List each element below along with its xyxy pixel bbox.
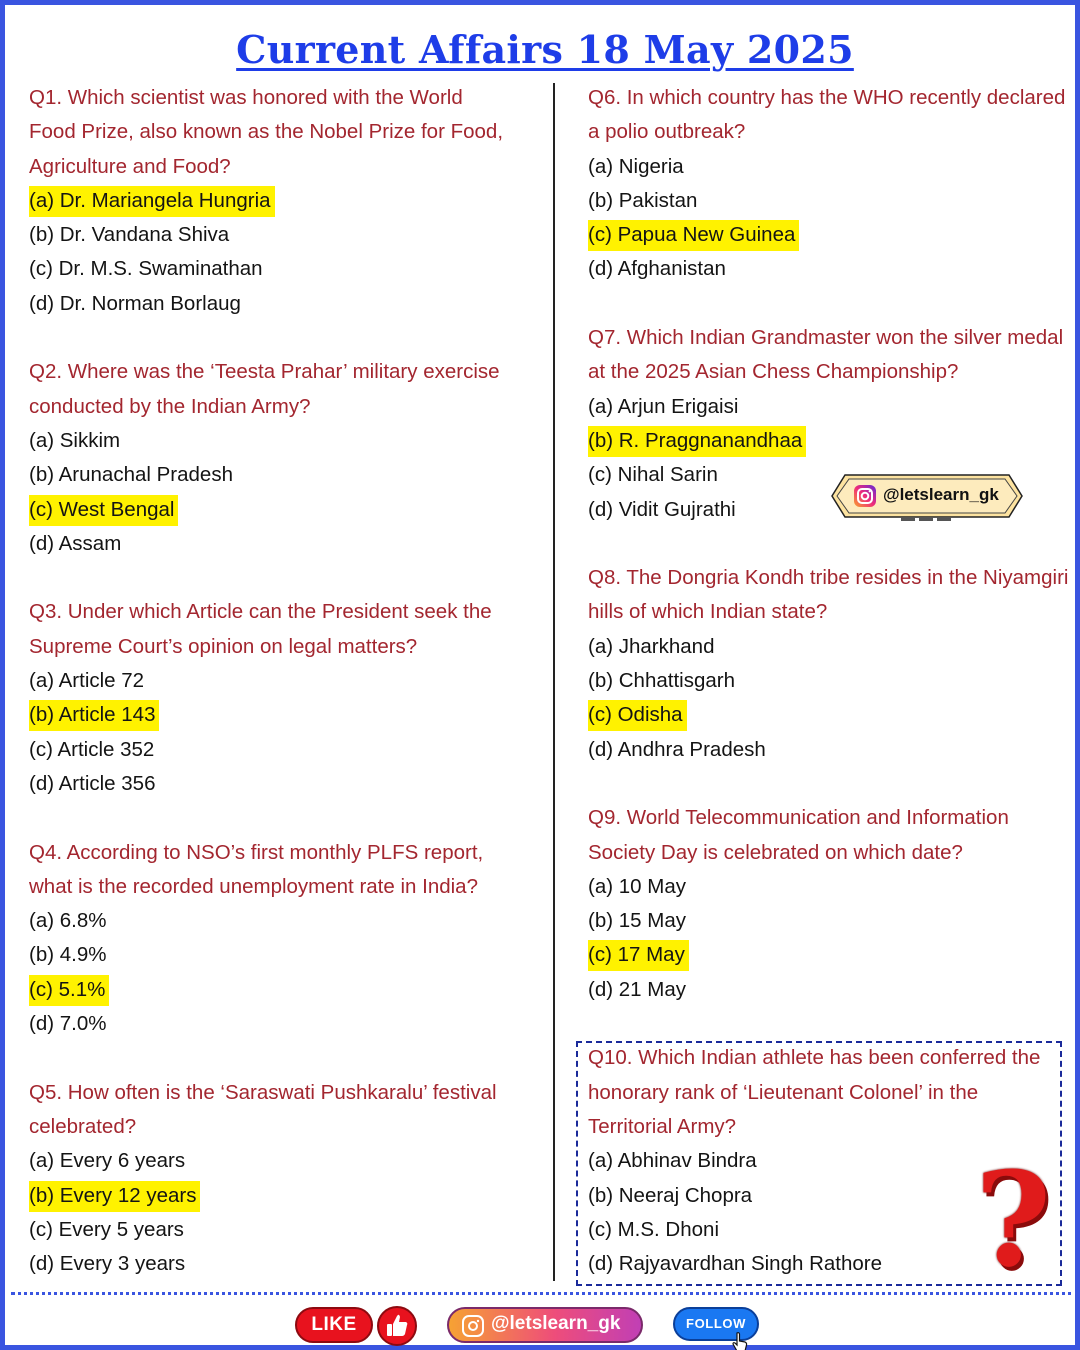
correct-answer-highlight: (c) 5.1%	[29, 975, 109, 1006]
question-spacer	[588, 287, 1078, 321]
option-text: (a) 6.8%	[29, 909, 107, 933]
option-text: (d) Afghanistan	[588, 257, 726, 281]
option-text: (b) Dr. Vandana Shiva	[29, 223, 230, 247]
watermark-badge[interactable]	[831, 474, 1023, 518]
thumbs-up-icon[interactable]	[377, 1306, 417, 1346]
question-block-8	[588, 561, 1078, 767]
correct-answer-highlight: (c) West Bengal	[29, 495, 178, 526]
question-block-1	[29, 81, 534, 321]
correct-answer-highlight: (c) 17 May	[588, 940, 689, 971]
answer-option	[588, 390, 1078, 424]
answer-option	[588, 630, 1078, 664]
answer-option	[29, 973, 534, 1007]
answer-option	[588, 938, 1078, 972]
option-text: (a) Arjun Erigaisi	[588, 394, 739, 418]
option-text: (a) Every 6 years	[29, 1149, 186, 1173]
correct-answer-highlight: (b) R. Praggnanandhaa	[588, 426, 806, 457]
follow-button[interactable]: FOLLOW	[673, 1307, 759, 1341]
option-text: (d) Vidit Gujrathi	[588, 497, 736, 521]
hand-pointer-icon	[731, 1331, 749, 1350]
option-text: (b) 15 May	[588, 909, 686, 933]
answer-option	[29, 1144, 534, 1178]
question-text-line: Q3. Under which Article can the President seek the	[29, 600, 492, 624]
question-block-4	[29, 836, 534, 1042]
answer-option	[29, 698, 534, 732]
question-text-line: a polio outbreak?	[588, 120, 746, 144]
option-text: (b) Chhattisgarh	[588, 669, 735, 693]
answer-option	[29, 252, 534, 286]
answer-option	[588, 150, 1078, 184]
answer-option	[588, 252, 1078, 286]
option-text: (a) 10 May	[588, 874, 686, 898]
answer-option	[588, 870, 1078, 904]
answer-option	[29, 458, 534, 492]
option-text: (c) Nihal Sarin	[588, 463, 718, 487]
question-text-line: conducted by the Indian Army?	[29, 394, 311, 418]
option-text: (c) Dr. M.S. Swaminathan	[29, 257, 263, 281]
option-text: (d) Assam	[29, 531, 122, 555]
question-block-2	[29, 355, 534, 561]
question-text-line: Q6. In which country has the WHO recently declared	[588, 86, 1066, 109]
question-spacer	[588, 767, 1078, 801]
question-block-6	[588, 81, 1078, 287]
answer-option	[29, 938, 534, 972]
option-text: (a) Jharkhand	[588, 634, 715, 658]
answer-option	[29, 527, 534, 561]
option-text: (b) Neeraj Chopra	[588, 1183, 753, 1207]
answer-option	[588, 733, 1078, 767]
answer-option	[29, 664, 534, 698]
option-text: (a) Sikkim	[29, 428, 121, 452]
question-text-line: at the 2025 Asian Chess Championship?	[588, 360, 959, 384]
answer-option	[588, 973, 1078, 1007]
question-text-line: Q2. Where was the ‘Teesta Prahar’ military exercise	[29, 360, 500, 384]
question-text-line: Agriculture and Food?	[29, 154, 231, 178]
page-title: Current Affairs 18 May 2025	[236, 27, 854, 72]
red-question-mark-icon: ?	[975, 1143, 1052, 1296]
question-text-line: honorary rank of ‘Lieutenant Colonel’ in the	[588, 1080, 979, 1104]
question-text-line: Territorial Army?	[588, 1114, 737, 1138]
option-text: (d) Andhra Pradesh	[588, 737, 766, 761]
option-text: (b) 4.9%	[29, 943, 107, 967]
option-text: (d) Dr. Norman Borlaug	[29, 291, 241, 315]
like-button[interactable]: LIKE	[295, 1307, 373, 1343]
question-spacer	[588, 527, 1078, 561]
option-text: (a) Nigeria	[588, 154, 684, 178]
option-text: (d) Every 3 years	[29, 1252, 186, 1276]
option-text: (d) Rajyavardhan Singh Rathore	[588, 1252, 882, 1276]
answer-option	[588, 698, 1078, 732]
question-text-line: Supreme Court’s opinion on legal matters?	[29, 634, 418, 658]
answer-option	[29, 424, 534, 458]
question-text-line: Q4. According to NSO’s first monthly PLFS report,	[29, 840, 484, 864]
correct-answer-highlight: (c) Papua New Guinea	[588, 220, 799, 251]
answer-option	[29, 184, 534, 218]
option-text: (c) Every 5 years	[29, 1217, 184, 1241]
answer-option	[588, 904, 1078, 938]
footer-divider	[11, 1292, 1079, 1295]
option-text: (a) Abhinav Bindra	[588, 1149, 757, 1173]
question-spacer	[29, 561, 534, 595]
answer-option	[29, 493, 534, 527]
answer-option	[29, 767, 534, 801]
correct-answer-highlight: (a) Dr. Mariangela Hungria	[29, 186, 275, 217]
question-text-line: Q8. The Dongria Kondh tribe resides in the Niyamgiri	[588, 566, 1069, 590]
watermark-handle: @letslearn_gk	[883, 485, 999, 504]
footer-handle-button[interactable]	[447, 1307, 643, 1343]
column-divider	[553, 83, 555, 1281]
question-spacer	[29, 1041, 534, 1075]
question-text-line: Q10. Which Indian athlete has been conferred the	[588, 1046, 1041, 1070]
question-text-line: Q9. World Telecommunication and Information	[588, 806, 1009, 830]
answer-option	[588, 424, 1078, 458]
answer-option	[29, 218, 534, 252]
option-text: (d) 21 May	[588, 977, 686, 1001]
question-text-line: Q7. Which Indian Grandmaster won the silver medal	[588, 326, 1064, 350]
answer-option	[29, 1247, 534, 1281]
option-text: (c) M.S. Dhoni	[588, 1217, 719, 1241]
answer-option	[29, 904, 534, 938]
answer-option	[29, 1007, 534, 1041]
instagram-icon	[853, 484, 877, 513]
option-text: (b) Arunachal Pradesh	[29, 463, 233, 487]
answer-option	[588, 664, 1078, 698]
question-text-line: hills of which Indian state?	[588, 600, 828, 624]
answer-option	[29, 1179, 534, 1213]
question-spacer	[29, 321, 534, 355]
correct-answer-highlight: (b) Every 12 years	[29, 1181, 200, 1212]
question-text-line: Q1. Which scientist was honored with the World	[29, 86, 463, 109]
instagram-icon	[461, 1314, 485, 1343]
question-text-line: Food Prize, also known as the Nobel Prize for Food,	[29, 120, 504, 144]
question-text-line: Q5. How often is the ‘Saraswati Pushkaralu’ festival	[29, 1080, 497, 1104]
answer-option	[588, 218, 1078, 252]
left-column	[29, 81, 534, 1281]
question-spacer	[588, 1007, 1078, 1041]
option-text: (a) Article 72	[29, 669, 145, 693]
option-text: (b) Pakistan	[588, 188, 698, 212]
answer-option	[29, 733, 534, 767]
question-text-line: Society Day is celebrated on which date?	[588, 840, 963, 864]
answer-option	[29, 287, 534, 321]
answer-option	[588, 184, 1078, 218]
option-text: (c) Article 352	[29, 737, 155, 761]
question-text-line: celebrated?	[29, 1114, 137, 1138]
question-block-5	[29, 1076, 534, 1282]
question-text-line: what is the recorded unemployment rate in India?	[29, 874, 478, 898]
option-text: (d) Article 356	[29, 771, 156, 795]
question-block-3	[29, 595, 534, 801]
right-column	[588, 81, 1078, 1281]
footer-handle-label: @letslearn_gk	[491, 1313, 621, 1334]
question-block-9	[588, 801, 1078, 1007]
answer-option	[29, 1213, 534, 1247]
question-spacer	[29, 801, 534, 835]
correct-answer-highlight: (b) Article 143	[29, 700, 159, 731]
option-text: (d) 7.0%	[29, 1012, 107, 1036]
correct-answer-highlight: (c) Odisha	[588, 700, 687, 731]
